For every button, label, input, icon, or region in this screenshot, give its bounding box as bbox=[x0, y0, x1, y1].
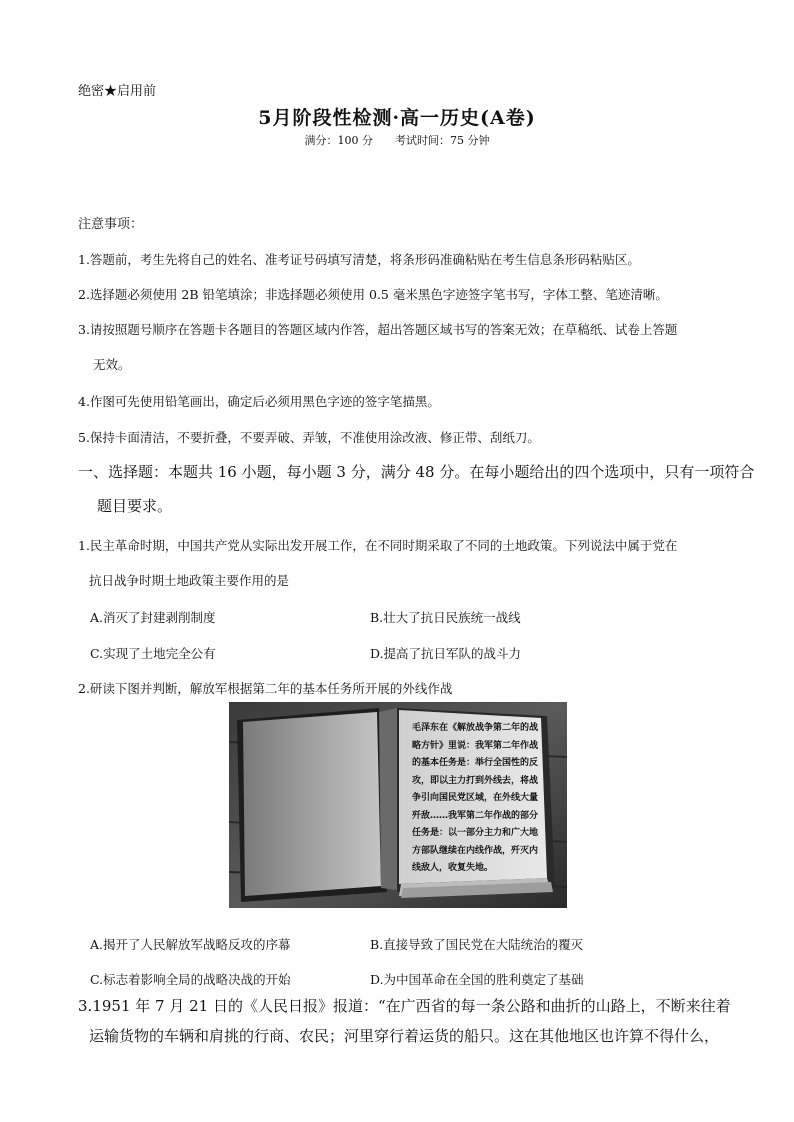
notice-item-4: 4.作图可先使用铅笔画出，确定后必须用黑色字迹的签字笔描黑。 bbox=[78, 394, 440, 409]
q1-option-c: C.实现了土地完全公有 bbox=[90, 646, 216, 661]
notice-item-3-cont: 无效。 bbox=[93, 357, 131, 372]
notice-item-3: 3.请按照题号顺序在答题卡各题目的答题区域内作答，超出答题区域书写的答案无效；在草稿纸、试卷上答题 bbox=[78, 322, 678, 337]
notice-heading: 注意事项： bbox=[78, 217, 144, 232]
q1-option-a: A.消灭了封建剥削制度 bbox=[90, 610, 216, 625]
q1-stem-cont: 抗日战争时期土地政策主要作用的是 bbox=[89, 573, 290, 588]
book-quote-line: 线敌人，收复失地。 bbox=[412, 863, 494, 873]
confidential-label: 绝密★启用前 bbox=[78, 84, 157, 99]
q1-option-b: B.壮大了抗日民族统一战线 bbox=[370, 610, 521, 625]
book-quote-line: 歼敌……我军第二年作战的部分 bbox=[412, 810, 539, 821]
book-quote-line: 争引向国民党区域，在外线大量 bbox=[412, 793, 539, 803]
q1-stem: 1.民主革命时期，中国共产党从实际出发开展工作，在不同时期采取了不同的土地政策。下列说法中属于党在 bbox=[78, 538, 678, 553]
exam-meta: 满分：100 分 考试时间：75 分钟 bbox=[304, 134, 490, 147]
book-quote-line: 攻，即以主力打到外线去，将战 bbox=[412, 775, 539, 786]
q2-option-d: D.为中国革命在全国的胜利奠定了基础 bbox=[370, 972, 584, 987]
q2-option-c: C.标志着影响全局的战略决战的开始 bbox=[90, 972, 291, 987]
book-quote-line: 略方针》里说：我军第二年作战 bbox=[412, 740, 539, 751]
book-quote-line: 的基本任务是：举行全国性的反 bbox=[412, 758, 539, 768]
book-quote-line: 任务是：以一部分主力和广大地 bbox=[412, 828, 539, 838]
book-quote bbox=[412, 720, 548, 878]
notice-item-2: 2.选择题必须使用 2B 铅笔填涂；非选择题必须使用 0.5 毫米黑色字迹签字笔书写，字体工整、笔迹清晰。 bbox=[78, 287, 668, 302]
q3-stem-cont: 运输货物的车辆和肩挑的行商、农民；河里穿行着运货的船只。这在其他地区也许算不得什么， bbox=[89, 1027, 720, 1045]
q2-option-b: B.直接导致了国民党在大陆统治的覆灭 bbox=[370, 937, 584, 952]
notice-item-1: 1.答题前，考生先将自己的姓名、准考证号码填写清楚，将条形码准确粘贴在考生信息条形码粘贴区。 bbox=[78, 252, 640, 267]
section-heading-cont: 题目要求。 bbox=[97, 497, 173, 515]
notice-item-5: 5.保持卡面清洁，不要折叠，不要弄破、弄皱，不准使用涂改液、修正带、刮纸刀。 bbox=[78, 430, 540, 445]
book-quote-line: 方部队继续在内线作战，歼灭内 bbox=[412, 845, 539, 856]
q3-stem: 3.1951 年 7 月 21 日的《人民日报》报道：“在广西省的每一条公路和曲折的山路上，不断来往着 bbox=[78, 997, 731, 1015]
q1-option-d: D.提高了抗日军队的战斗力 bbox=[370, 646, 522, 661]
q2-stem: 2.研读下图并判断，解放军根据第二年的基本任务所开展的外线作战 bbox=[78, 681, 453, 696]
exam-title: 5月阶段性检测·高一历史(A卷) bbox=[258, 107, 536, 129]
q2-option-a: A.揭开了人民解放军战略反攻的序幕 bbox=[90, 937, 291, 952]
book-photo bbox=[229, 702, 567, 908]
book-quote-line: 毛泽东在《解放战争第二年的战 bbox=[412, 723, 539, 733]
section-heading: 一、选择题：本题共 16 小题，每小题 3 分，满分 48 分。在每小题给出的四个选项中，只有一项符合 bbox=[78, 463, 755, 481]
